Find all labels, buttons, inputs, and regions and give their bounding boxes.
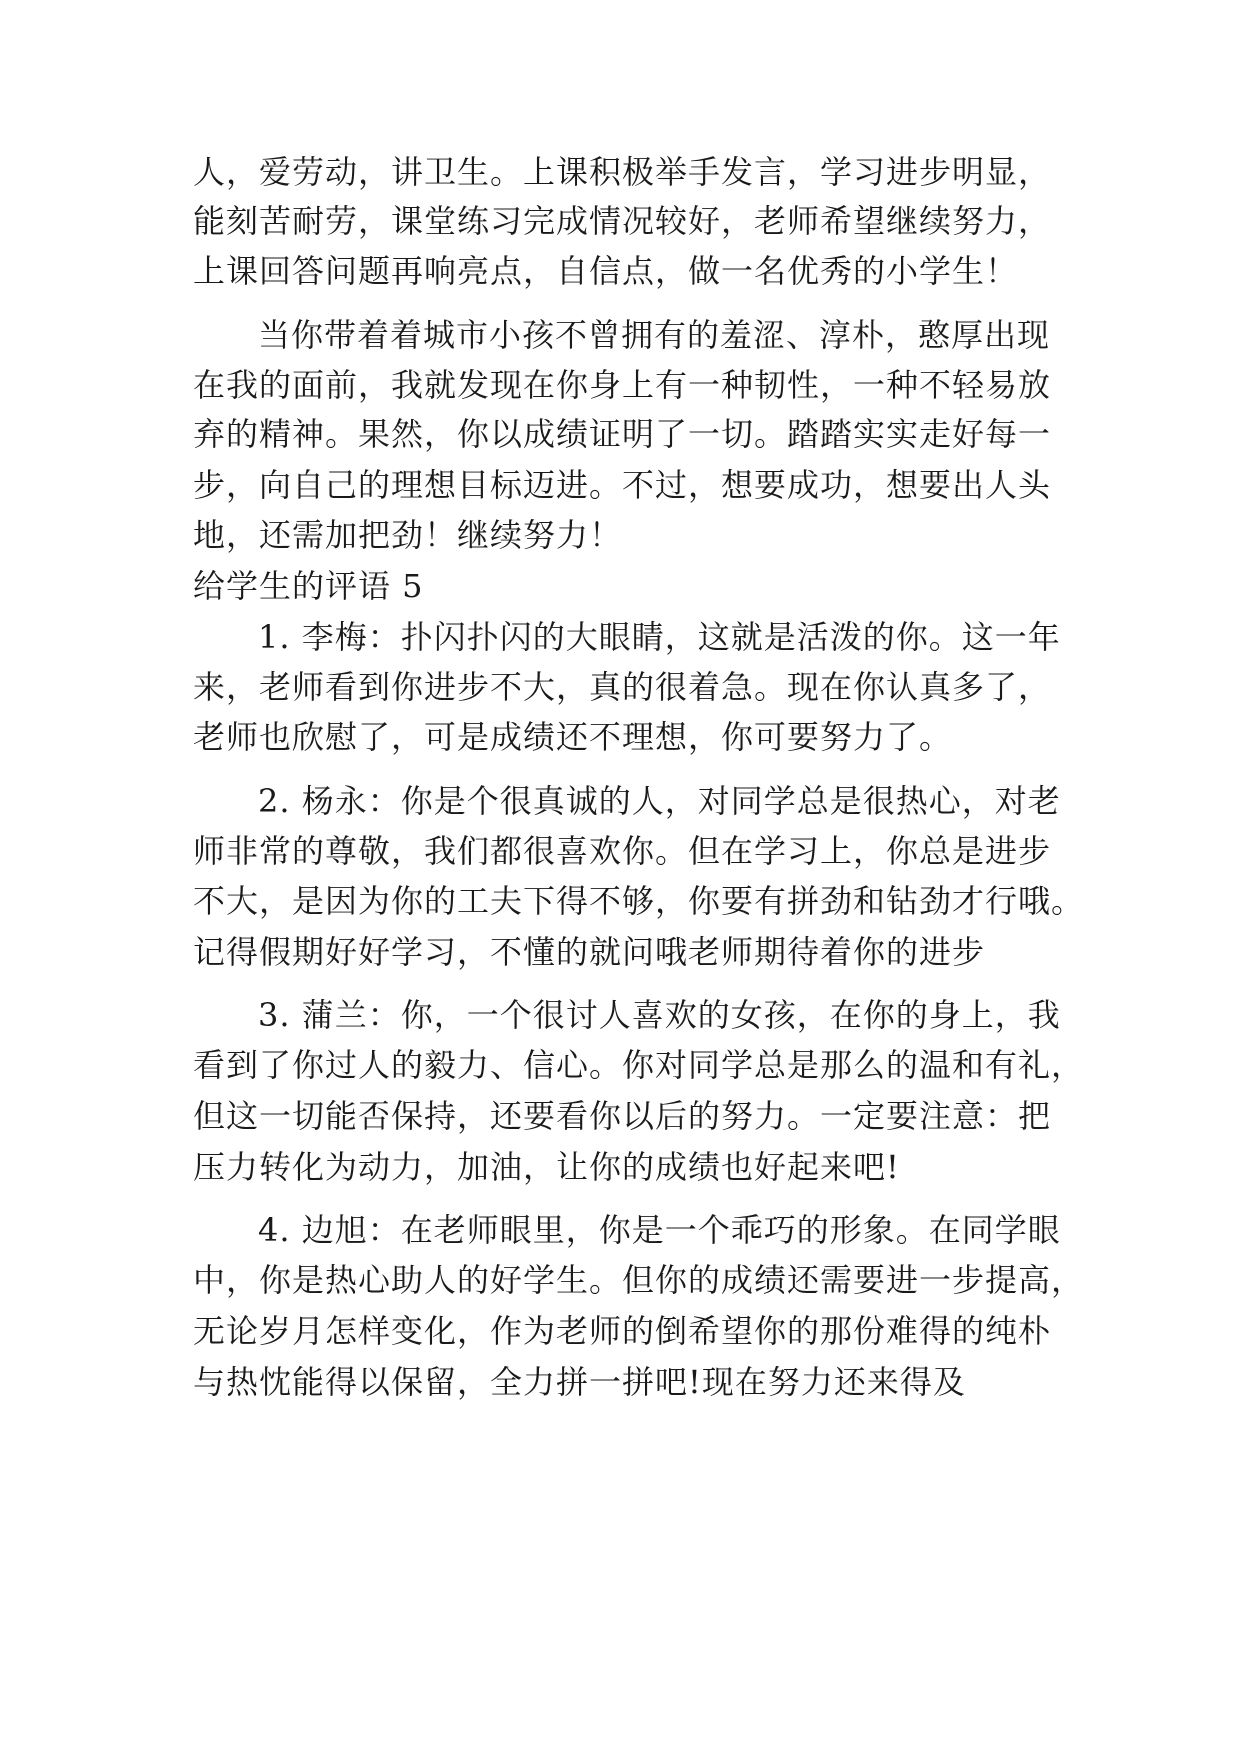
comment-2-line: 2. 杨永：你是个很真诚的人，对同学总是很热心，对老: [258, 782, 1061, 820]
comment-4-line: 4. 边旭：在老师眼里，你是一个乖巧的形象。在同学眼: [258, 1211, 1061, 1249]
text-line: 来，老师看到你进步不大，真的很着急。现在你认真多了，: [193, 668, 1052, 706]
comment-1-line: 1. 李梅：扑闪扑闪的大眼睛，这就是活泼的你。这一年: [258, 618, 1061, 656]
text-line: 无论岁月怎样变化，作为老师的倒希望你的那份难得的纯朴: [193, 1312, 1052, 1350]
comment-3-line: 3. 蒲兰：你，一个很讨人喜欢的女孩，在你的身上，我: [258, 996, 1061, 1034]
text-line: 压力转化为动力，加油，让你的成绩也好起来吧!: [193, 1148, 900, 1186]
text-line: 不大，是因为你的工夫下得不够，你要有拼劲和钻劲才行哦。: [193, 882, 1085, 920]
text-line: 师非常的尊敬，我们都很喜欢你。但在学习上，你总是进步: [193, 832, 1052, 870]
text-line: 但这一切能否保持，还要看你以后的努力。一定要注意：把: [193, 1097, 1052, 1135]
text-line: 与热忱能得以保留，全力拼一拼吧!现在努力还来得及: [193, 1363, 966, 1401]
text-line: 上课回答问题再响亮点，自信点，做一名优秀的小学生！: [193, 252, 1019, 290]
text-line: 步，向自己的理想目标迈进。不过，想要成功，想要出人头: [193, 466, 1052, 504]
text-line: 在我的面前，我就发现在你身上有一种韧性，一种不轻易放: [193, 366, 1052, 404]
text-line: 人，爱劳动，讲卫生。上课积极举手发言，学习进步明显，: [193, 153, 1052, 191]
section-heading: 给学生的评语 5: [193, 567, 424, 605]
text-line: 能刻苦耐劳，课堂练习完成情况较好，老师希望继续努力，: [193, 202, 1052, 240]
text-line: 记得假期好好学习，不懂的就问哦老师期待着你的进步: [193, 933, 986, 971]
text-line: 弃的精神。果然，你以成绩证明了一切。踏踏实实走好每一: [193, 415, 1052, 453]
text-line: 看到了你过人的毅力、信心。你对同学总是那么的温和有礼，: [193, 1046, 1085, 1084]
text-line: 老师也欣慰了，可是成绩还不理想，你可要努力了。: [193, 718, 953, 756]
paragraph-start-line: 当你带着着城市小孩不曾拥有的羞涩、淳朴，憨厚出现: [258, 316, 1051, 354]
text-line: 地，还需加把劲！继续努力！: [193, 516, 623, 554]
text-line: 中，你是热心助人的好学生。但你的成绩还需要进一步提高，: [193, 1261, 1085, 1299]
